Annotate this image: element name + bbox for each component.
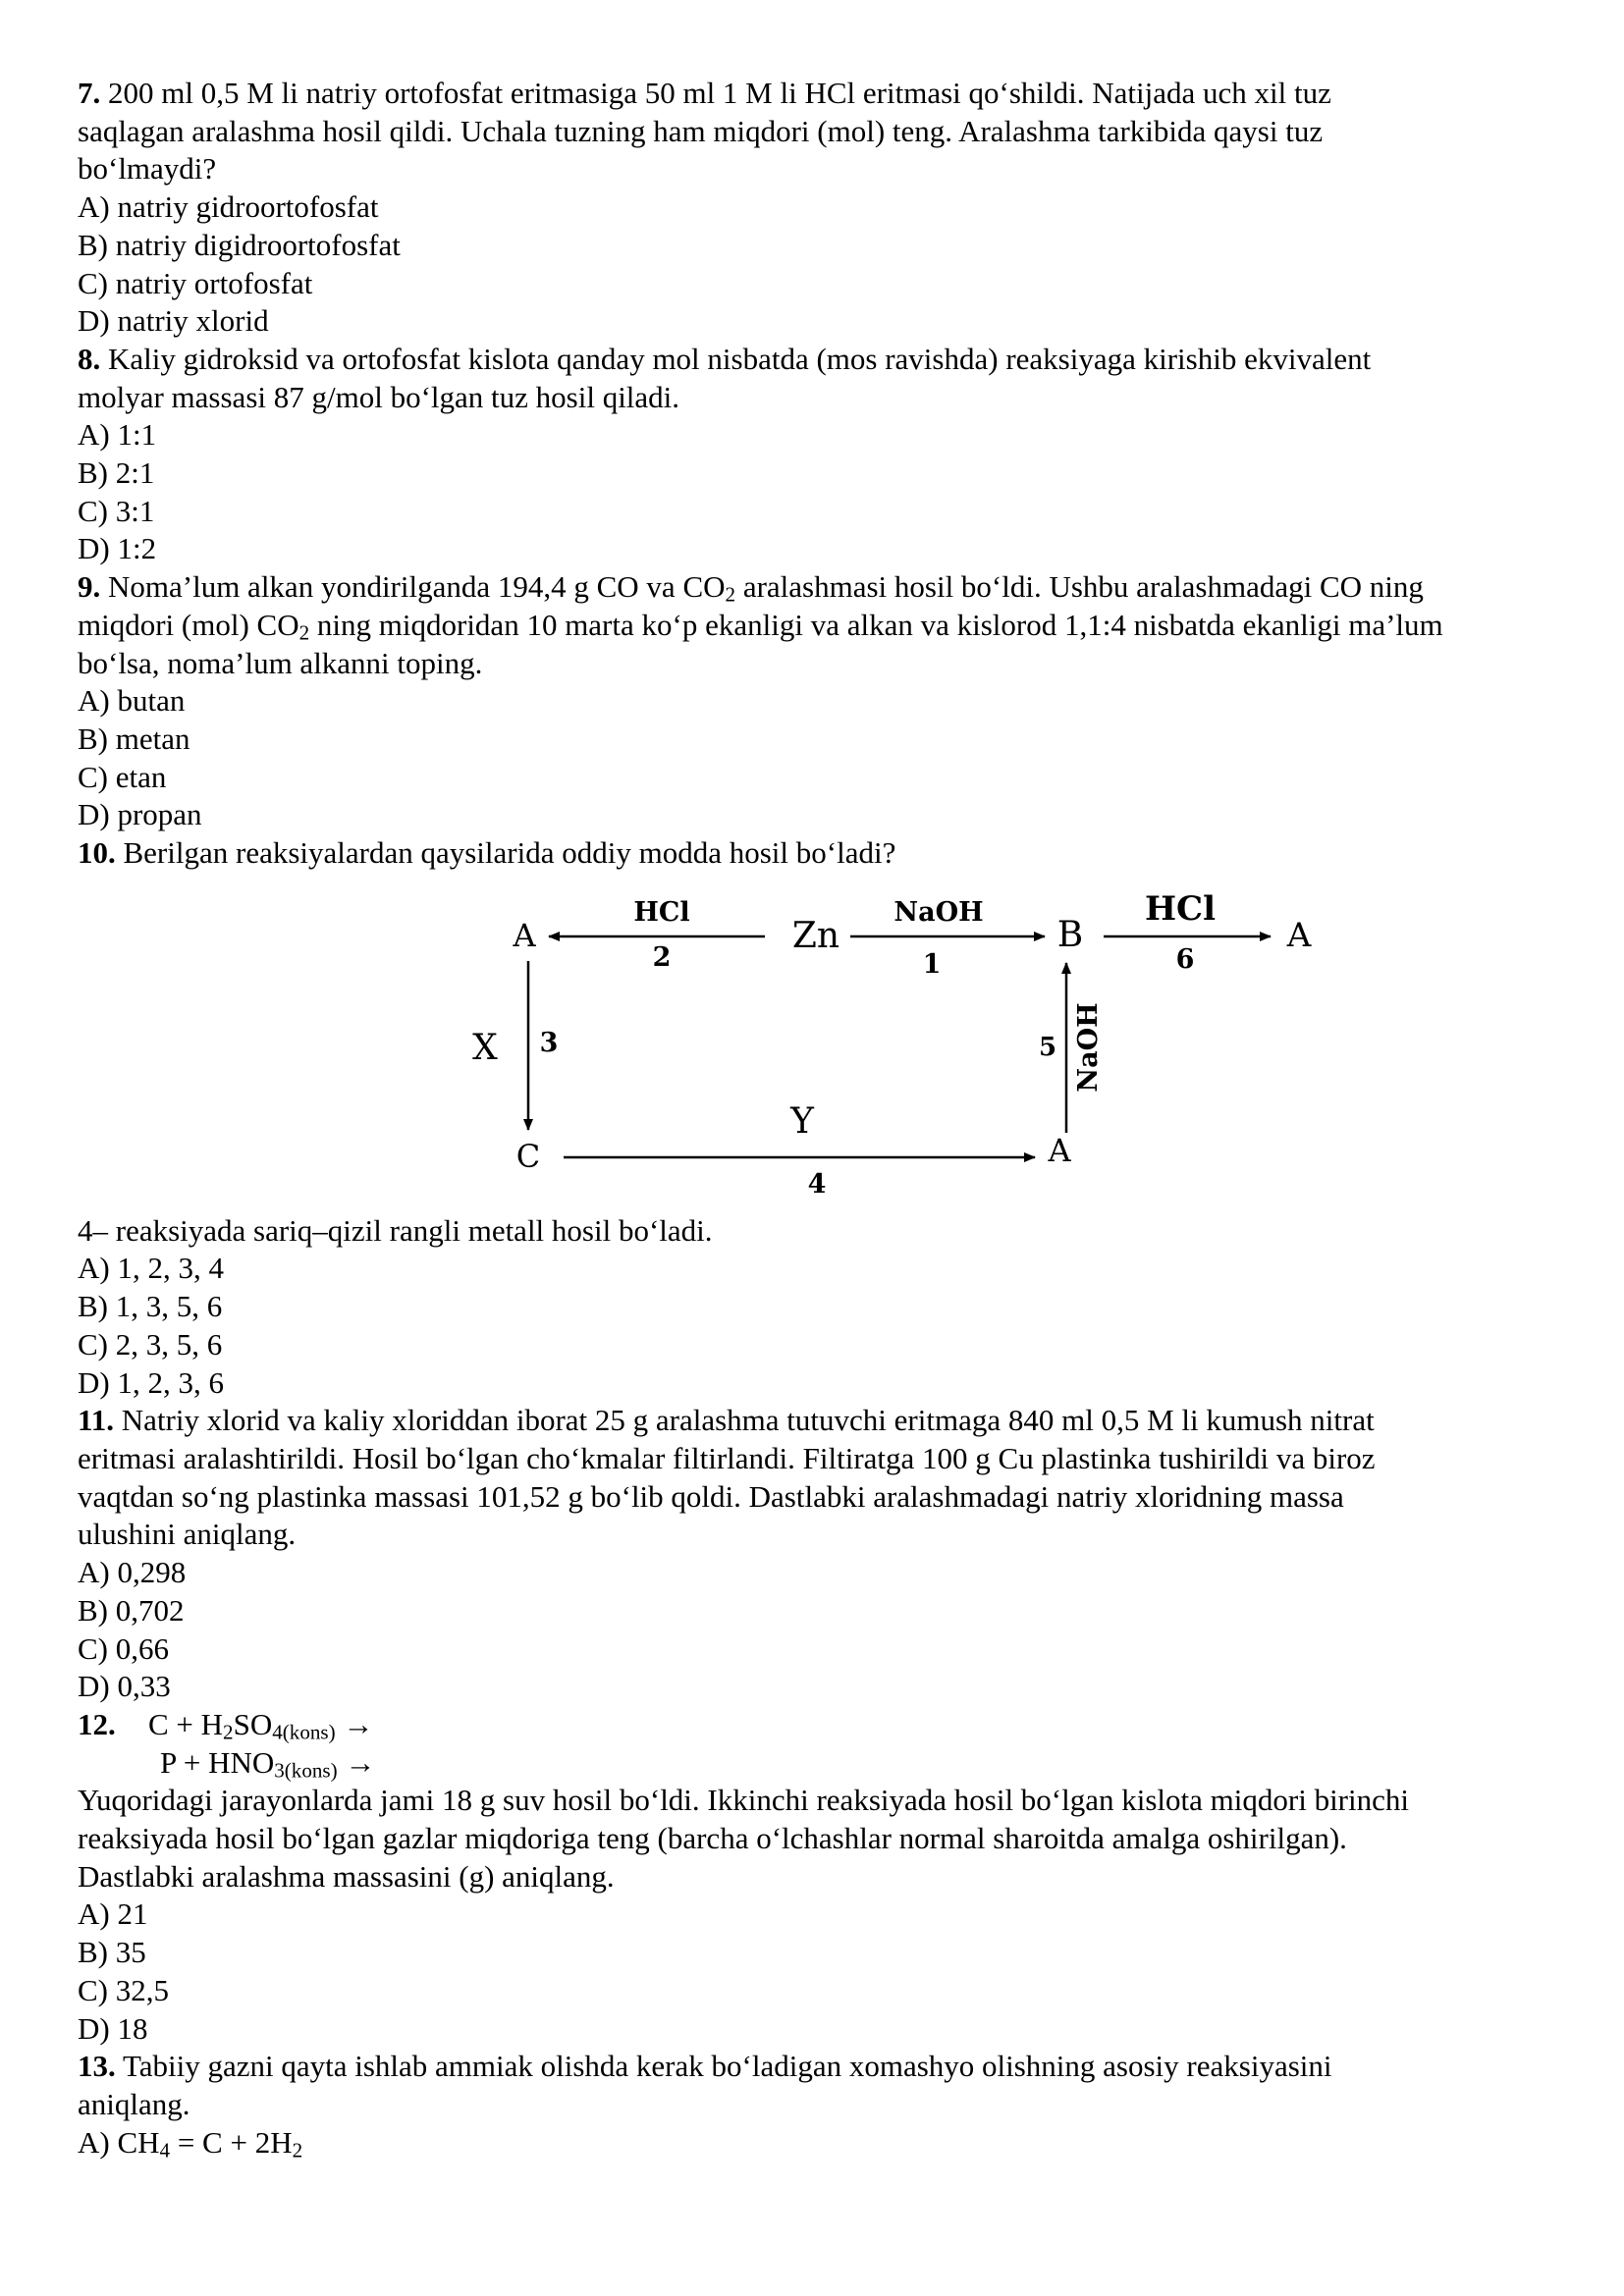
- subscript: 2: [298, 620, 310, 645]
- question-text: molyar massasi 87 g/mol bo‘lgan tuz hosil qiladi.: [78, 379, 680, 414]
- step-1-label: 1: [922, 948, 942, 980]
- question-number: 10.: [78, 835, 116, 871]
- option-c[interactable]: C) 3:1: [78, 493, 155, 528]
- option-d[interactable]: D) propan: [78, 797, 202, 832]
- reaction-scheme: [78, 873, 1570, 1212]
- reaction-arrow: →: [335, 1706, 374, 1741]
- question-10: [78, 834, 1570, 1402]
- reagent-4-label: Y: [790, 1100, 814, 1142]
- option-b[interactable]: B) natriy digidroortofosfat: [78, 227, 401, 262]
- subscript: 2: [223, 1720, 234, 1744]
- reagent-5-label: NaOH: [1073, 1002, 1104, 1093]
- reaction-1: [78, 1706, 1570, 1744]
- question-text: reaksiyada hosil bo‘lgan gazlar miqdoriga teng (barcha o‘lchashlar normal sharoitda amalga oshirilgan).: [78, 1821, 1347, 1856]
- option-text: = C + 2H: [170, 2124, 293, 2160]
- question-text: 200 ml 0,5 M li natriy ortofosfat eritmasiga 50 ml 1 M li HCl eritmasi qo‘shildi. Natijada uch xil tuz: [108, 76, 1331, 110]
- option-b[interactable]: B) metan: [78, 721, 190, 756]
- subscript: 3(kons): [274, 1758, 338, 1783]
- reaction-text: P + HNO: [160, 1744, 275, 1780]
- subscript: 2: [292, 2138, 303, 2163]
- question-number: 11.: [78, 1403, 115, 1438]
- option-c[interactable]: C) 2, 3, 5, 6: [78, 1326, 223, 1362]
- option-a[interactable]: A) 1, 2, 3, 4: [78, 1251, 224, 1286]
- reaction-text: C + H: [148, 1706, 224, 1741]
- question-text: ulushini aniqlang.: [78, 1517, 297, 1552]
- subscript: 2: [725, 582, 736, 607]
- option-b[interactable]: B) 1, 3, 5, 6: [78, 1289, 223, 1324]
- step-3-label: 3: [539, 1027, 559, 1058]
- step-6-label: 6: [1175, 943, 1195, 975]
- option-b[interactable]: B) 2:1: [78, 455, 155, 491]
- reaction-arrow: →: [337, 1744, 376, 1780]
- reaction-2: [78, 1744, 1570, 1783]
- option-c[interactable]: C) 0,66: [78, 1630, 169, 1666]
- question-text: Tabiiy gazni qayta ishlab ammiak olishda kerak bo‘ladigan xomashyo olishning asosiy reaksiyasini: [122, 2049, 1332, 2084]
- question-12: [78, 1706, 1570, 2048]
- question-text: bo‘lsa, noma’lum alkanni toping.: [78, 645, 483, 680]
- option-d[interactable]: D) 0,33: [78, 1669, 171, 1704]
- option-a[interactable]: A) butan: [78, 683, 186, 719]
- question-number: 9.: [78, 569, 101, 605]
- question-text: Noma’lum alkan yondirilganda 194,4 g CO va CO: [108, 569, 726, 605]
- option-a[interactable]: A) 1:1: [78, 417, 157, 453]
- node-zn: Zn: [791, 915, 840, 956]
- question-text: Dastlabki aralashma massasini (g) aniqlang.: [78, 1858, 615, 1894]
- option-d[interactable]: D) 18: [78, 2010, 148, 2046]
- option-b[interactable]: B) 35: [78, 1935, 146, 1970]
- reagent-3-label: X: [472, 1027, 498, 1068]
- node-c: C: [515, 1137, 541, 1175]
- reagent-1-label: NaOH: [893, 896, 984, 928]
- question-number: 8.: [78, 341, 101, 376]
- reaction-scheme-svg: [411, 873, 1334, 1212]
- question-13: [78, 2048, 1570, 2162]
- step-4-label: 4: [807, 1168, 827, 1200]
- reagent-6-label: HCl: [1144, 888, 1217, 929]
- question-text: eritmasi aralashtirildi. Hosil bo‘lgan cho‘kmalar filtirlandi. Filtiratga 100 g Cu plastinka tushirildi va biroz: [78, 1440, 1376, 1475]
- question-note: 4– reaksiyada sariq–qizil rangli metall hosil bo‘ladi.: [78, 1212, 713, 1248]
- question-9: [78, 568, 1570, 834]
- option-a[interactable]: A) 0,298: [78, 1555, 187, 1590]
- option-c[interactable]: C) 32,5: [78, 1972, 169, 2007]
- document-page: [78, 75, 1570, 2162]
- question-number: 13.: [78, 2049, 116, 2084]
- reaction-text: SO: [233, 1706, 273, 1741]
- option-c[interactable]: C) etan: [78, 759, 167, 794]
- question-11: [78, 1402, 1570, 1706]
- option-d[interactable]: D) 1, 2, 3, 6: [78, 1364, 224, 1400]
- question-text: Berilgan reaksiyalardan qaysilarida oddiy modda hosil bo‘ladi?: [123, 835, 896, 871]
- node-a-right: A: [1286, 915, 1312, 955]
- subscript: 4(kons): [272, 1720, 336, 1744]
- option-d[interactable]: D) natriy xlorid: [78, 303, 269, 339]
- question-text: vaqtdan so‘ng plastinka massasi 101,52 g bo‘lib qoldi. Dastlabki aralashmadagi natriy xloridning massa: [78, 1478, 1344, 1514]
- question-text: aniqlang.: [78, 2086, 190, 2121]
- step-5-label: 5: [1038, 1032, 1057, 1062]
- question-text: ning miqdoridan 10 marta ko‘p ekanligi va alkan va kislorod 1,1:4 nisbatda ekanligi ma’lum: [309, 607, 1443, 642]
- option-d[interactable]: D) 1:2: [78, 531, 157, 566]
- question-8: [78, 341, 1570, 568]
- question-text: Natriy xlorid va kaliy xloriddan iborat 25 g aralashma tutuvchi eritmaga 840 ml 0,5 M li kumush nitrat: [121, 1403, 1375, 1438]
- question-text: aralashmasi hosil bo‘ldi. Ushbu aralashmadagi CO ning: [735, 569, 1424, 605]
- option-a[interactable]: A) natriy gidroortofosfat: [78, 189, 379, 225]
- question-text: miqdori (mol) CO: [78, 607, 299, 642]
- question-text: bo‘lmaydi?: [78, 151, 217, 187]
- step-2-label: 2: [652, 941, 672, 973]
- node-a-top: A: [513, 916, 536, 954]
- option-b[interactable]: B) 0,702: [78, 1592, 185, 1628]
- question-number: 12.: [78, 1706, 116, 1741]
- question-7: [78, 75, 1570, 341]
- option-a[interactable]: A) 21: [78, 1896, 148, 1932]
- question-text: Yuqoridagi jarayonlarda jami 18 g suv hosil bo‘ldi. Ikkinchi reaksiyada hosil bo‘lgan kislota miqdori birinchi: [78, 1783, 1409, 1818]
- question-number: 7.: [78, 76, 101, 110]
- question-text: saqlagan aralashma hosil qildi. Uchala tuzning ham miqdori (mol) teng. Aralashma tarkibida qaysi tuz: [78, 113, 1324, 148]
- question-text: Kaliy gidroksid va ortofosfat kislota qanday mol nisbatda (mos ravishda) reaksiyaga kirishib ekvivalent: [108, 341, 1372, 376]
- reagent-2-label: HCl: [633, 896, 690, 928]
- option-c[interactable]: C) natriy ortofosfat: [78, 265, 313, 300]
- subscript: 4: [159, 2138, 171, 2163]
- option-a[interactable]: [78, 2124, 1570, 2163]
- node-b: B: [1056, 914, 1084, 955]
- option-text: A) CH: [78, 2124, 160, 2160]
- node-a-bottom: A: [1048, 1131, 1071, 1169]
